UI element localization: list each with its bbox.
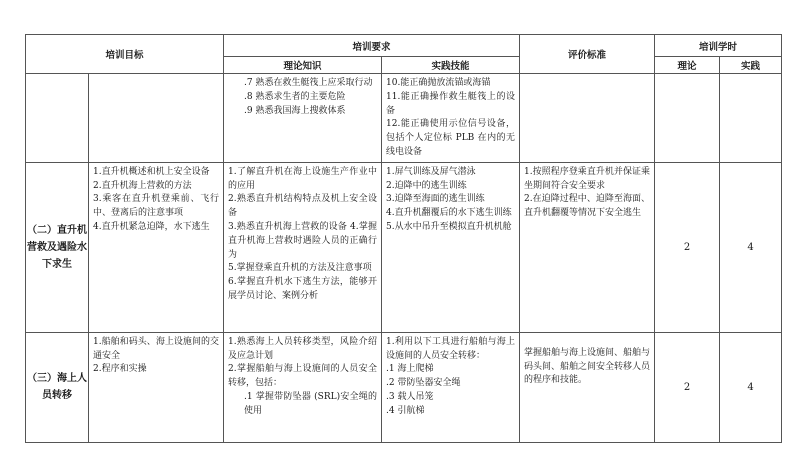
training-table: [25, 34, 782, 443]
row-hours-theory: [655, 74, 720, 163]
row-hours-practice: 4: [720, 162, 782, 332]
list-item: 1.直升机概述和机上安全设备: [93, 166, 210, 177]
table-row: [26, 162, 782, 332]
list-item: 3.乘客在直升机登乘前、飞行中、登离后的注意事项: [93, 194, 220, 219]
list-item: 2.程序和实操: [93, 364, 147, 375]
header-requirements: 培训要求: [224, 35, 520, 57]
list-item: .2 带防坠器安全绳: [386, 378, 461, 389]
row-practice: [382, 332, 520, 442]
header-hours-practice: 实践: [720, 57, 782, 74]
row-practice: [382, 74, 520, 163]
list-item: .7 熟悉在救生艇筏上应采取行动: [244, 78, 373, 88]
list-item: 11.能正确操作救生艇筏上的设备: [386, 91, 516, 116]
row-theory: [224, 162, 382, 332]
list-item: .8 熟悉求生者的主要危险: [244, 91, 346, 102]
table-row: [26, 332, 782, 442]
row-hours-theory: 2: [655, 162, 720, 332]
header-hours: 培训学时: [655, 35, 782, 57]
list-item: 10.能正确抛放流锚或海锚: [386, 78, 491, 88]
list-item: 5.从水中吊升至模拟直升机机舱: [386, 221, 512, 232]
list-item: 1.了解直升机在海上设施生产作业中的应用: [228, 166, 378, 191]
row-standard: [520, 74, 655, 163]
list-item: .1 掌握带防坠器 (SRL)安全绳的使用: [244, 391, 378, 416]
row-goal: [26, 74, 89, 163]
header-target: 培训目标: [26, 35, 224, 74]
list-item: 6.掌握直升机水下逃生方法，能够开展学员讨论、案例分析: [228, 277, 378, 301]
header-standard: 评价标准: [520, 35, 655, 74]
list-item: 掌握船舶与海上设施间、船舶与码头间、船舶之间安全转移人员的程序和技能。: [524, 347, 651, 386]
row-standard: [520, 162, 655, 332]
list-item: 2.在迫降过程中、迫降至海面、直升机翻覆等情况下安全逃生: [524, 194, 651, 219]
list-item: 2.迫降中的逃生训练: [386, 180, 467, 191]
row-standard: [520, 332, 655, 442]
list-item: 1.船舶和码头、海上设施间的交通安全: [93, 336, 220, 361]
header-theory: 理论知识: [224, 57, 382, 74]
list-item: 2.熟悉直升机结构特点及机上安全设备: [228, 194, 378, 219]
row-hours-practice: [720, 74, 782, 163]
header-practice: 实践技能: [382, 57, 520, 74]
list-item: .4 引航梯: [386, 405, 425, 416]
list-item: .9 熟悉我国海上搜救体系: [244, 105, 346, 116]
list-item: 2.掌握船舶与海上设施间的人员安全转移，包括：: [228, 364, 378, 389]
row-target: [89, 162, 224, 332]
row-theory: [224, 74, 382, 163]
list-item: 1.屏气训练及屏气潜泳: [386, 166, 476, 177]
row-target: [89, 332, 224, 442]
list-item: 4.直升机紧急迫降，水下逃生: [93, 221, 210, 232]
row-hours-theory: 2: [655, 332, 720, 442]
row-hours-practice: 4: [720, 332, 782, 442]
list-item: 3.熟悉直升机海上营救的设备 4.掌握直升机海上营救时遇险人员的正确行为: [228, 221, 378, 260]
list-item: 4.直升机翻覆后的水下逃生训练: [386, 208, 512, 219]
list-item: 3.迫降至海面的逃生训练: [386, 194, 485, 205]
row-practice: [382, 162, 520, 332]
list-item: 1.利用以下工具进行船舶与海上设施间的人员安全转移：: [386, 336, 516, 361]
list-item: 2.直升机海上营救的方法: [93, 180, 192, 191]
list-item: .3 载人吊笼: [386, 391, 434, 402]
table-row: [26, 74, 782, 163]
row-goal: （二）直升机营救及遇险水下求生: [26, 162, 89, 332]
list-item: 12.能正确使用示位信号设备，包括个人定位标 PLB 在内的无线电设备: [386, 119, 516, 157]
row-target: [89, 74, 224, 163]
row-theory: [224, 332, 382, 442]
row-goal: （三）海上人员转移: [26, 332, 89, 442]
list-item: 1.熟悉海上人员转移类型，风险介绍及应急计划: [228, 336, 378, 361]
list-item: .1 海上爬梯: [386, 364, 434, 375]
header-hours-theory: 理论: [655, 57, 720, 74]
list-item: 5.掌握登乘直升机的方法及注意事项: [228, 263, 372, 274]
list-item: 1.按照程序登乘直升机并保证乘坐期间符合安全要求: [524, 166, 651, 191]
